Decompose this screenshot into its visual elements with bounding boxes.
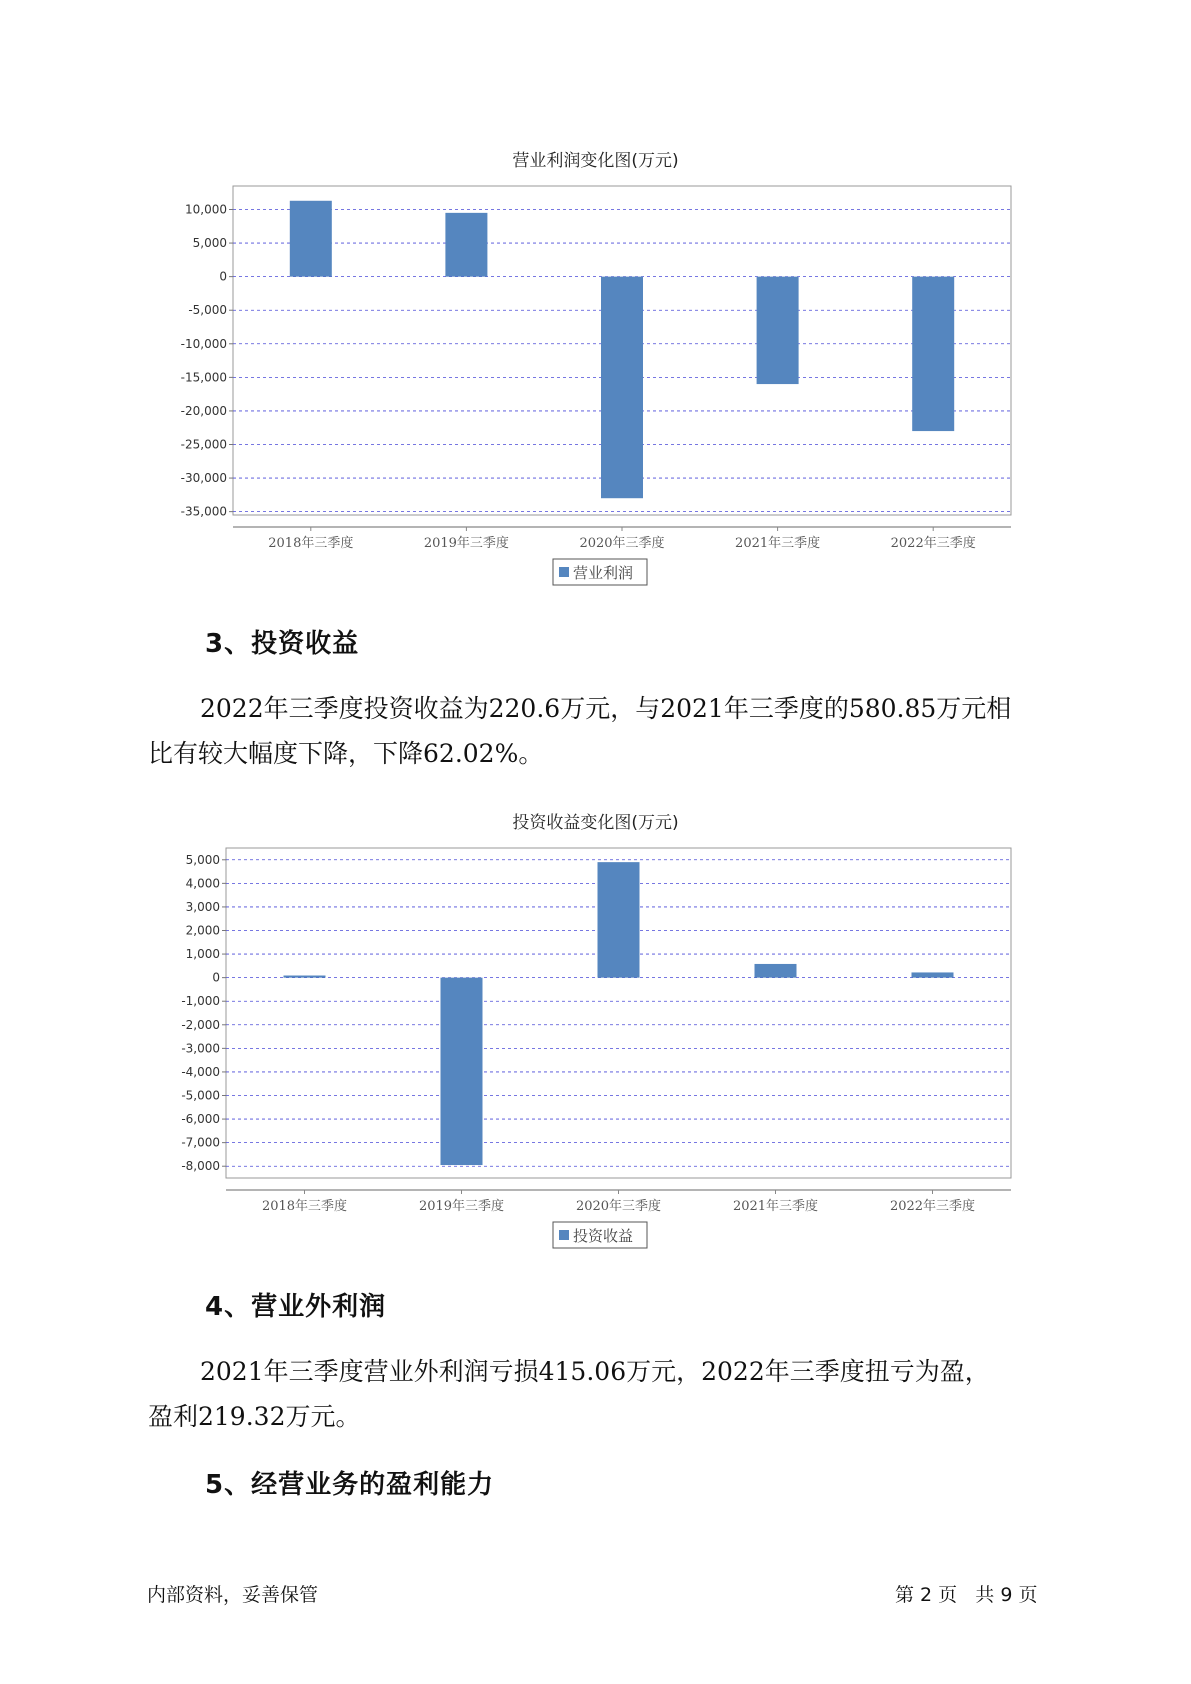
y-tick-label: -15,000	[180, 370, 227, 385]
y-tick-label: -6,000	[181, 1112, 220, 1127]
operating-profit-chart	[0, 180, 1191, 600]
x-tick-label: 2020年三季度	[575, 1199, 662, 1214]
bar-5	[912, 277, 954, 431]
y-tick-label: -35,000	[180, 504, 227, 519]
x-tick-label: 2022年三季度	[890, 536, 976, 551]
section3-para-line1: 2022年三季度投资收益为220.6万元，与2021年三季度的580.85万元相	[200, 694, 1012, 723]
y-tick-label: 10,000	[185, 202, 227, 217]
x-tick-label: 2020年三季度	[579, 536, 665, 551]
bar-4	[755, 964, 797, 978]
chart-title-investment-income: 投资收益变化图(万元)	[512, 813, 679, 833]
bar-1	[290, 201, 332, 277]
bar-1	[284, 976, 326, 978]
y-tick-label: -8,000	[181, 1159, 220, 1174]
y-tick-label: 5,000	[192, 236, 227, 251]
y-tick-label: 1,000	[185, 947, 220, 962]
y-tick-label: -10,000	[180, 336, 227, 351]
y-tick-label: 3,000	[185, 899, 220, 914]
y-tick-label: -1,000	[181, 994, 220, 1009]
bar-4	[757, 277, 799, 384]
legend	[553, 559, 647, 585]
legend	[553, 1222, 647, 1248]
x-tick-label: 2018年三季度	[261, 1199, 348, 1214]
x-tick-label: 2021年三季度	[732, 1199, 819, 1214]
section4-para-line2: 盈利219.32万元。	[148, 1402, 361, 1431]
legend-label: 投资收益	[573, 1227, 634, 1245]
section3-paragraph	[148, 686, 1068, 776]
footer-page-number: 第 2 页 共 9 页	[895, 1584, 1038, 1606]
y-tick-label: 0	[219, 269, 227, 284]
y-tick-label: 5,000	[185, 852, 220, 867]
section4-paragraph	[148, 1349, 1068, 1439]
bar-3	[601, 277, 643, 499]
x-tick-label: 2019年三季度	[418, 1199, 505, 1214]
section3-para-line2: 比有较大幅度下降，下降62.02%。	[148, 739, 544, 768]
chart-title-operating-profit: 营业利润变化图(万元)	[512, 151, 679, 171]
y-tick-label: -3,000	[181, 1041, 220, 1056]
y-tick-label: -20,000	[180, 403, 227, 418]
legend-label: 营业利润	[573, 564, 634, 582]
y-tick-label: -5,000	[181, 1088, 220, 1103]
investment-income-chart	[0, 842, 1191, 1262]
y-tick-label: 4,000	[185, 876, 220, 891]
x-tick-label: 2018年三季度	[268, 536, 354, 551]
section4-heading: 4、营业外利润	[205, 1292, 387, 1322]
y-tick-label: -7,000	[181, 1135, 220, 1150]
x-tick-label: 2022年三季度	[889, 1199, 976, 1214]
y-tick-label: -25,000	[180, 437, 227, 452]
bar-5	[912, 972, 954, 977]
y-tick-label: 0	[212, 970, 220, 985]
legend-swatch	[559, 567, 569, 577]
y-tick-label: -30,000	[180, 471, 227, 486]
bar-2	[441, 978, 483, 1165]
section3-heading: 3、投资收益	[205, 629, 360, 659]
footer-confidential: 内部资料，妥善保管	[147, 1584, 319, 1606]
bar-3	[598, 862, 640, 977]
section5-heading: 5、经营业务的盈利能力	[205, 1470, 495, 1500]
y-tick-label: -5,000	[188, 303, 227, 318]
x-tick-label: 2021年三季度	[735, 536, 821, 551]
y-tick-label: 2,000	[185, 923, 220, 938]
bar-2	[445, 213, 487, 277]
y-tick-label: -2,000	[181, 1017, 220, 1032]
section4-para-line1: 2021年三季度营业外利润亏损415.06万元，2022年三季度扭亏为盈，	[200, 1357, 990, 1386]
legend-swatch	[559, 1230, 569, 1240]
x-tick-label: 2019年三季度	[423, 536, 509, 551]
y-tick-label: -4,000	[181, 1064, 220, 1079]
